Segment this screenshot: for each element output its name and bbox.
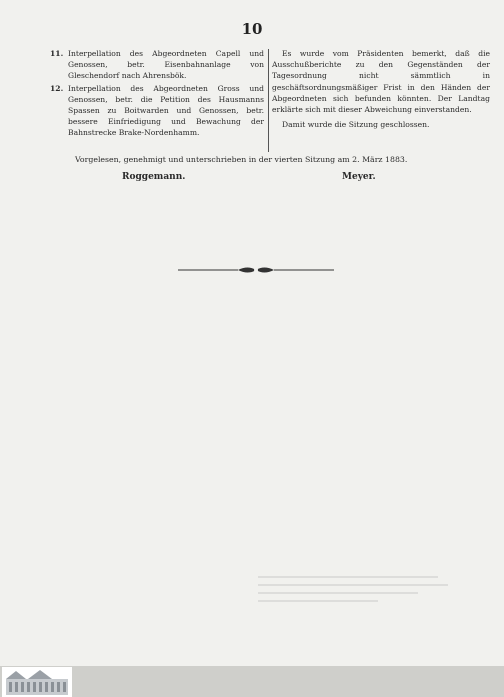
- agenda-item-text: Interpellation des Abgeordneten Gross und Genossen, betr. die Petition des Hausmanns Spassen zu Boitwarden und Genossen, betr. bessere Einfriedigung und Bewachung der Bahnstrecke Brake-Nordenhamm.: [68, 83, 264, 138]
- agenda-item: [50, 48, 264, 82]
- page-number: 10: [241, 20, 263, 38]
- closing-line: Vorgelesen, genehmigt und unterschrieben in der vierten Sitzung am 2. März 1883.: [75, 155, 408, 164]
- library-building-icon: [2, 667, 72, 697]
- agenda-item-text: Interpellation des Abgeordneten Capell und Genossen, betr. Eisenbahnanlage von Gleschendorf nach Ahrensbök.: [68, 49, 264, 81]
- bleed-through-text: [258, 570, 458, 630]
- agenda-item-number: 12.: [50, 83, 64, 93]
- ornament-divider-icon: [176, 264, 336, 276]
- signature-left: Roggemann.: [122, 172, 186, 182]
- signature-right: Meyer.: [342, 172, 376, 182]
- minutes-paragraph: Es wurde vom Präsidenten bemerkt, daß die Ausschußberichte zu den Gegenständen der Tagesordnung nicht sämmtlich in geschäftsordnungsmäßiger Frist in den Händen der Abgeordneten sich befunden könnten. Der Landtag erklärte sich mit dieser Abweichung einverstanden.: [272, 49, 490, 115]
- minutes-column: [272, 48, 490, 134]
- agenda-item-number: 11.: [50, 49, 64, 58]
- footer-band: [0, 666, 504, 697]
- agenda-column: [50, 48, 264, 140]
- column-divider: [268, 49, 269, 152]
- minutes-paragraph: Damit wurde die Sitzung geschlossen.: [282, 120, 430, 130]
- agenda-item: [50, 83, 264, 139]
